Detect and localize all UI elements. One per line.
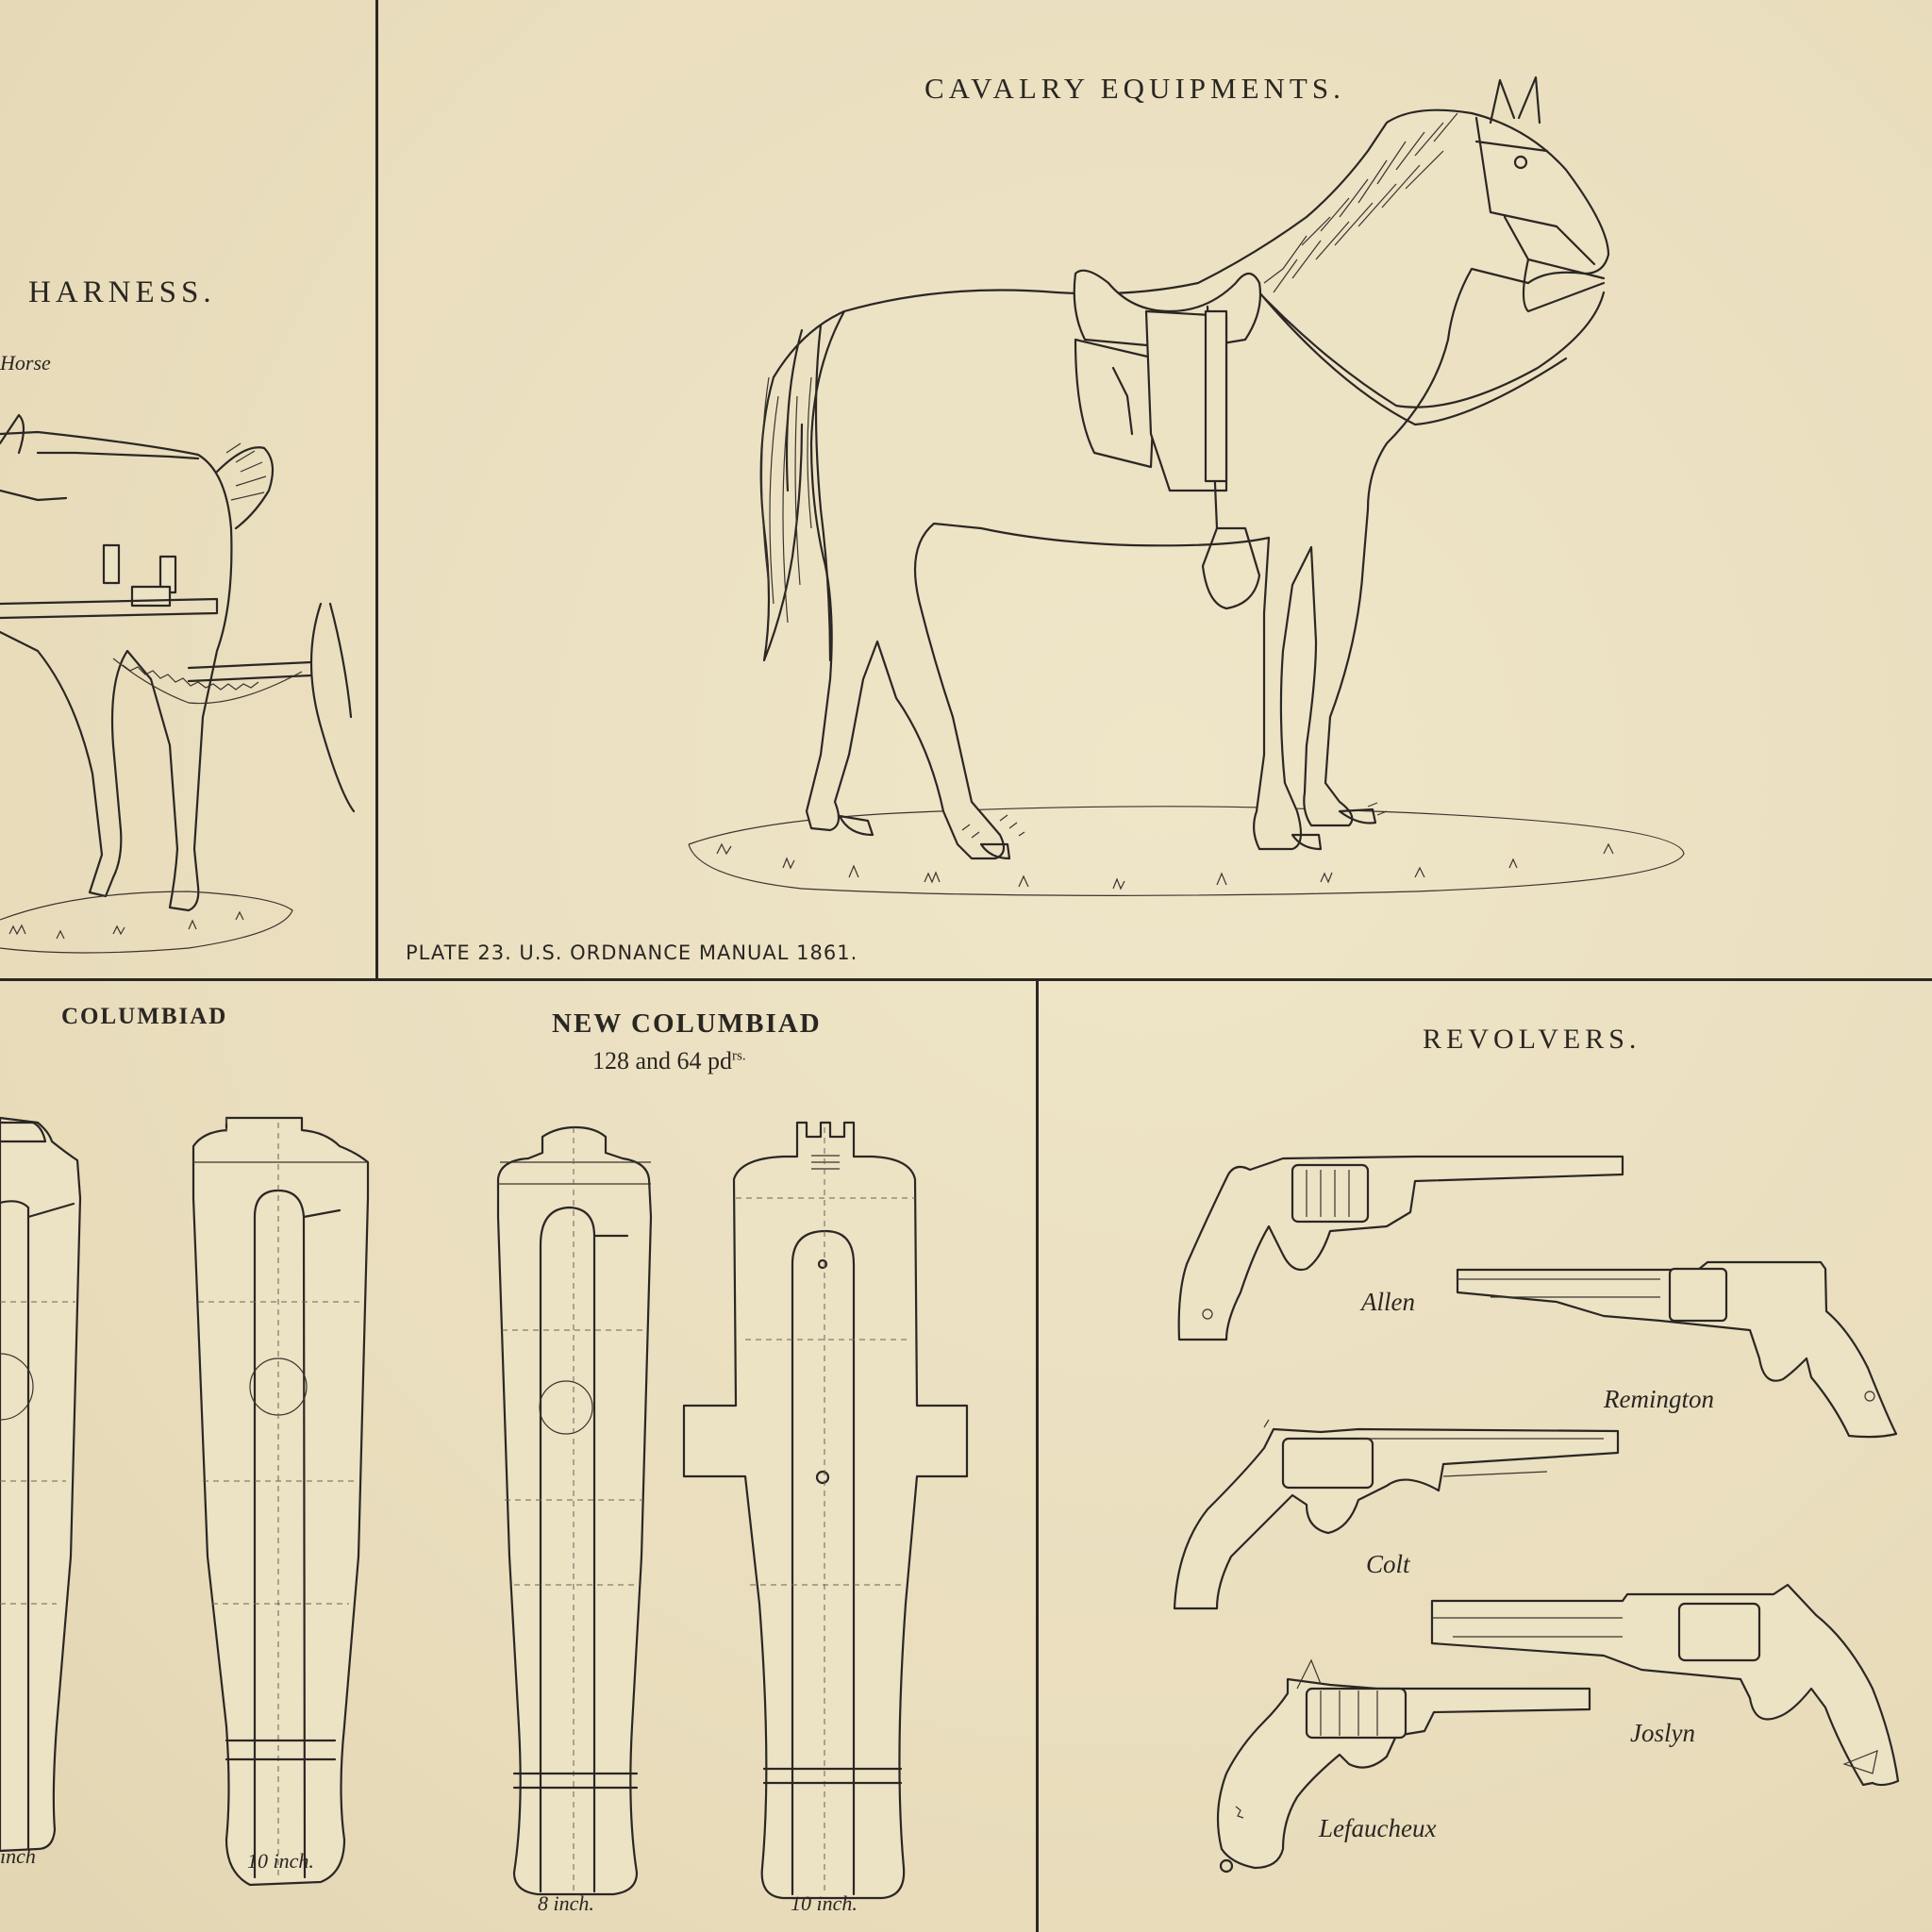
revolvers-title: REVOLVERS.: [1423, 1024, 1641, 1055]
cannon-label-3: 8 inch.: [538, 1891, 594, 1915]
harness-title: HARNESS.: [28, 275, 216, 309]
cavalry-title: CAVALRY EQUIPMENTS.: [924, 72, 1345, 105]
revolver-illustrations: [1174, 1157, 1898, 1872]
cannon-diagrams: [0, 1118, 967, 1898]
cannon-label-1: inch: [0, 1844, 36, 1868]
revolver-label-allen: Allen: [1361, 1288, 1415, 1316]
cavalry-horse-illustration: [689, 77, 1684, 895]
harness-subtitle: Horse: [0, 351, 51, 375]
columbiad-title: COLUMBIAD: [61, 1004, 228, 1029]
cannon-label-2: 10 inch.: [247, 1849, 314, 1873]
revolver-label-colt: Colt: [1366, 1550, 1410, 1578]
new-columbiad-subtitle-main: 128 and 64 pd: [592, 1047, 733, 1074]
new-columbiad-subtitle-sup: rs.: [732, 1048, 746, 1064]
revolver-label-joslyn: Joslyn: [1630, 1719, 1695, 1747]
cannon-label-4: 10 inch.: [791, 1891, 858, 1915]
revolver-label-lefaucheux: Lefaucheux: [1319, 1814, 1437, 1842]
plate-caption: PLATE 23. U.S. ORDNANCE MANUAL 1861.: [406, 941, 858, 964]
harness-horse-illustration: [0, 415, 354, 953]
new-columbiad-subtitle: [592, 1047, 746, 1075]
revolver-label-remington: Remington: [1604, 1385, 1714, 1413]
new-columbiad-title: NEW COLUMBIAD: [552, 1008, 822, 1039]
